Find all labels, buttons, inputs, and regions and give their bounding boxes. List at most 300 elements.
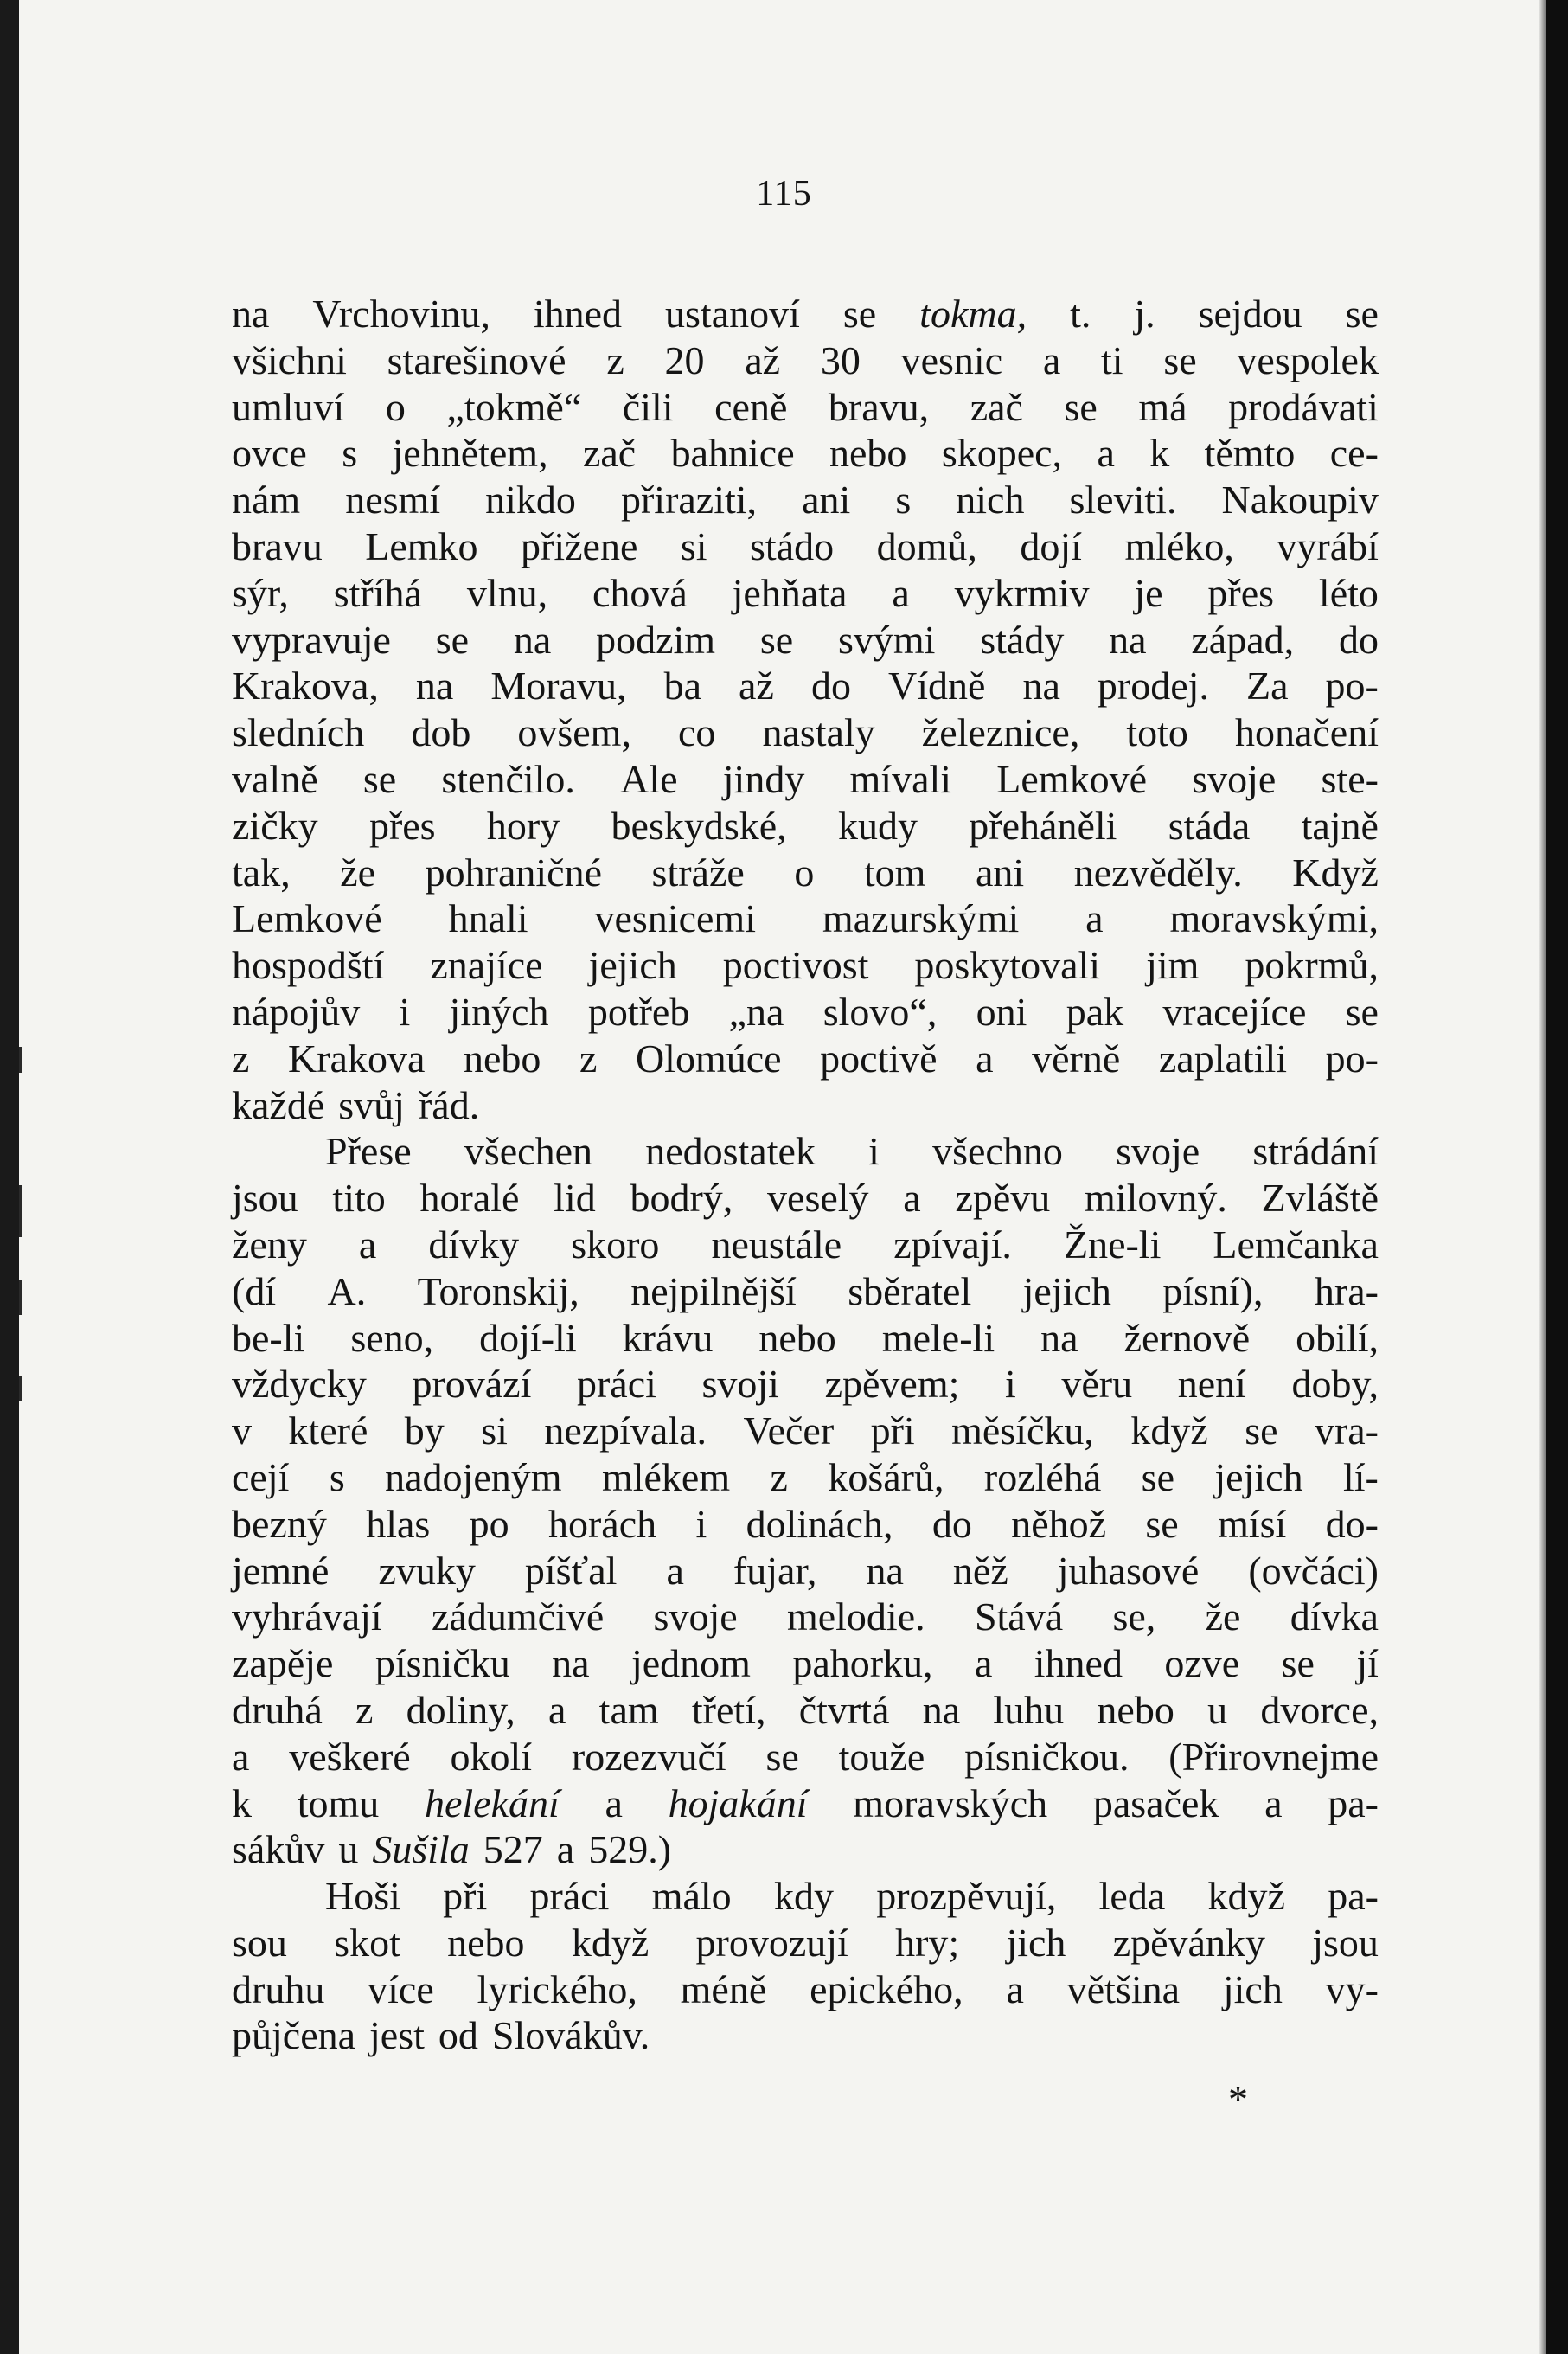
word: skopec,	[941, 431, 1063, 476]
text-line	[232, 850, 1379, 896]
word: ste-	[1321, 756, 1379, 801]
word: potřeb	[587, 989, 690, 1034]
word: s	[329, 1454, 345, 1499]
word: obilí,	[1296, 1315, 1379, 1360]
word: věrně	[1032, 1036, 1121, 1081]
word: horách	[547, 1501, 657, 1546]
word: jejich	[588, 943, 677, 988]
word: lí-	[1343, 1454, 1379, 1499]
word: zač	[970, 384, 1023, 429]
text-line	[232, 1501, 1379, 1548]
word: se	[1345, 292, 1379, 336]
word: sou	[232, 1920, 287, 1965]
word: práci	[576, 1362, 656, 1407]
text-line	[232, 1780, 1379, 1827]
word: vesnic	[900, 337, 1003, 382]
word: třetí,	[691, 1687, 766, 1732]
word: 20	[664, 337, 705, 382]
word: 529.)	[588, 1827, 672, 1872]
text-line	[232, 291, 1379, 337]
word: poctivost	[722, 943, 869, 988]
scan-right-edge	[1546, 0, 1568, 2354]
word: pa-	[1328, 1780, 1379, 1825]
word: málo	[651, 1874, 732, 1919]
word: beskydské,	[611, 803, 787, 848]
text-line	[232, 1548, 1379, 1594]
word: do	[931, 1501, 972, 1546]
margin-mark	[19, 1376, 22, 1401]
word: Lemkové	[996, 756, 1147, 801]
word: do-	[1325, 1501, 1379, 1546]
word: se	[1345, 989, 1379, 1034]
word: vespolek	[1237, 337, 1379, 382]
word: na	[415, 664, 454, 709]
word: bodrý,	[630, 1176, 733, 1221]
word: krávu	[622, 1315, 714, 1360]
word: se	[1141, 1454, 1174, 1499]
word: 30	[820, 337, 861, 382]
word: stádo	[750, 523, 835, 568]
word: a	[1006, 1966, 1024, 2011]
word: nastaly	[762, 710, 875, 755]
word: cejí	[232, 1454, 290, 1499]
word: na	[232, 292, 270, 336]
text-line	[232, 337, 1379, 384]
word: při	[443, 1874, 488, 1919]
word: svůj	[338, 1082, 405, 1127]
word: půjčena	[232, 2013, 356, 2058]
word: košárů,	[828, 1454, 944, 1499]
word: a	[358, 1222, 377, 1267]
word: fujar,	[733, 1548, 817, 1593]
word: a	[892, 570, 910, 615]
word: co	[678, 710, 716, 755]
word: na	[866, 1548, 904, 1593]
word: jindy	[722, 756, 805, 801]
word: a	[1042, 337, 1061, 382]
word: starešinové	[387, 337, 566, 382]
word: v	[232, 1408, 252, 1453]
word: nesmí	[345, 478, 441, 523]
word: věru	[1061, 1362, 1133, 1407]
word: vykrmiv	[954, 570, 1090, 615]
word: zádumčivé	[432, 1594, 605, 1639]
word: se	[1163, 337, 1197, 382]
word: zičky	[232, 803, 318, 848]
word: se	[759, 617, 794, 662]
page-number: 115	[756, 174, 812, 214]
word: tom	[863, 850, 926, 895]
text-line	[232, 1920, 1379, 1966]
word: pahorku,	[792, 1641, 933, 1686]
word: žernově	[1123, 1315, 1251, 1360]
text-line	[232, 1687, 1379, 1734]
word: nezpívala.	[544, 1408, 707, 1453]
word: slovo“,	[822, 989, 938, 1034]
word: píšťal	[524, 1548, 618, 1593]
word: jsou	[1312, 1920, 1379, 1965]
word: písničkou.	[964, 1734, 1130, 1779]
word: jich	[1222, 1966, 1283, 2011]
word: „na	[728, 989, 784, 1034]
word: chová	[592, 570, 688, 615]
word: vždycky	[232, 1362, 367, 1407]
word: neustále	[711, 1222, 842, 1267]
word: k	[1149, 431, 1170, 476]
word: ani	[802, 478, 851, 523]
word: o	[794, 850, 815, 895]
word: mele-li	[881, 1315, 995, 1360]
word: se	[1145, 1501, 1179, 1546]
text-line	[232, 617, 1379, 664]
word: u	[1207, 1687, 1228, 1732]
text-line	[232, 1268, 1379, 1315]
word: a	[556, 1827, 575, 1872]
word: o	[385, 384, 406, 429]
word: sledních	[232, 710, 365, 755]
word: měsíčku,	[951, 1408, 1094, 1453]
word: na	[552, 1641, 590, 1686]
word: druhu	[232, 1966, 325, 2011]
word: 527	[483, 1827, 543, 1872]
word: nebo	[1097, 1687, 1174, 1732]
word: stáda	[1168, 803, 1251, 848]
word: jejich	[1214, 1454, 1303, 1499]
word: ti	[1101, 337, 1123, 382]
word: nich	[956, 478, 1025, 523]
word: všechno	[932, 1129, 1063, 1174]
word: Stává	[974, 1594, 1064, 1639]
word: ce-	[1329, 431, 1379, 476]
word: domů,	[876, 523, 977, 568]
word: svými	[837, 617, 936, 662]
word: hlas	[366, 1501, 431, 1546]
word: zvuky	[378, 1548, 476, 1593]
text-line	[232, 1082, 1379, 1129]
word: (dí	[232, 1268, 277, 1313]
text-line	[232, 1454, 1379, 1501]
word: se	[435, 617, 470, 662]
word: ihned	[1034, 1641, 1123, 1686]
word: jehnětem,	[392, 431, 548, 476]
word: umluví	[232, 384, 345, 429]
word: se,	[1112, 1594, 1156, 1639]
text-line	[232, 756, 1379, 803]
word: Přese	[325, 1129, 412, 1174]
word: tak,	[232, 850, 291, 895]
word: nikdo	[485, 478, 576, 523]
body-text	[232, 291, 1379, 2059]
word: z	[232, 1036, 250, 1081]
word: z	[579, 1036, 598, 1081]
word: že	[340, 850, 376, 895]
word: písní),	[1162, 1268, 1264, 1313]
word: Ale	[620, 756, 678, 801]
word: mazurskými	[822, 896, 1020, 941]
word: znajíce	[430, 943, 543, 988]
word: nápojův	[232, 989, 361, 1034]
word: tokma,	[919, 292, 1027, 336]
word: bravu	[232, 523, 323, 568]
word: mléko,	[1124, 523, 1234, 568]
word: tajně	[1301, 803, 1379, 848]
text-line	[232, 477, 1379, 523]
word: Vídně	[887, 664, 986, 709]
word: tam	[598, 1687, 659, 1732]
text-line	[232, 895, 1379, 942]
word: lyrického,	[477, 1966, 637, 2011]
word: Slovákův.	[491, 2013, 650, 2058]
word: Moravu,	[490, 664, 627, 709]
word: sleviti.	[1069, 478, 1177, 523]
word: přes	[1207, 570, 1275, 615]
word: Toronskij,	[417, 1268, 579, 1313]
word: vy-	[1325, 1966, 1379, 2011]
word: železnice,	[921, 710, 1080, 755]
word: ihned	[533, 292, 623, 336]
word: prozpěvují,	[876, 1874, 1057, 1919]
word: hry;	[895, 1920, 960, 1965]
text-line	[232, 1826, 1379, 1873]
margin-mark	[19, 1047, 22, 1073]
word: když	[1207, 1874, 1285, 1919]
word: ozve	[1164, 1641, 1240, 1686]
word: do	[810, 664, 851, 709]
word: Večer	[743, 1408, 835, 1453]
word: ovce	[232, 431, 307, 476]
word: si	[481, 1408, 508, 1453]
word: se	[765, 1734, 799, 1779]
word: pohraničné	[425, 850, 602, 895]
word: a	[666, 1548, 684, 1593]
word: (Přirovnejme	[1168, 1734, 1379, 1779]
word: i	[695, 1501, 707, 1546]
word: Lemčanka	[1213, 1222, 1379, 1267]
word: dívka	[1290, 1594, 1379, 1639]
word: dob	[411, 710, 471, 755]
text-line	[232, 570, 1379, 617]
word: Sušila	[372, 1827, 470, 1872]
word: provází	[412, 1362, 532, 1407]
word: méně	[680, 1966, 767, 2011]
word: oni	[976, 989, 1027, 1034]
word: až	[745, 337, 781, 382]
word: písničku	[374, 1641, 510, 1686]
word: i	[399, 989, 411, 1034]
word: kdy	[773, 1874, 834, 1919]
word: na	[922, 1687, 961, 1732]
word: s	[342, 431, 358, 476]
text-line	[232, 1036, 1379, 1082]
word: druhá	[232, 1687, 323, 1732]
word: ani	[976, 850, 1025, 895]
word: je	[1134, 570, 1163, 615]
word: jsou	[232, 1176, 298, 1221]
word: zpěvánky	[1112, 1920, 1265, 1965]
word: k	[232, 1780, 252, 1825]
text-line	[232, 1408, 1379, 1454]
word: přiraziti,	[620, 478, 758, 523]
section-end-asterisk: *	[1228, 2077, 1248, 2121]
word: pak	[1066, 989, 1124, 1034]
word: přižene	[521, 523, 638, 568]
word: práci	[529, 1874, 610, 1919]
text-line	[232, 942, 1379, 989]
word: zpěvem;	[824, 1362, 960, 1407]
word: se	[362, 756, 397, 801]
word: valně	[232, 756, 318, 801]
word: tito	[332, 1176, 386, 1221]
word: prodej.	[1097, 664, 1209, 709]
word: sýr,	[232, 570, 289, 615]
word: zaplatili	[1158, 1036, 1288, 1081]
text-line	[232, 1873, 1379, 1920]
word: až	[739, 664, 774, 709]
word: skoro	[571, 1222, 660, 1267]
word: nedostatek	[645, 1129, 816, 1174]
word: rozléhá	[983, 1454, 1102, 1499]
word: dojí-li	[479, 1315, 577, 1360]
text-line	[232, 1175, 1379, 1222]
word: hra-	[1314, 1268, 1379, 1313]
word: vracejíce	[1162, 989, 1307, 1034]
word: Za	[1245, 664, 1289, 709]
margin-mark	[19, 1280, 22, 1315]
text-line	[232, 803, 1379, 850]
word: a	[976, 1036, 994, 1081]
word: zapěje	[232, 1641, 334, 1686]
word: jemné	[232, 1548, 330, 1593]
word: honačení	[1234, 710, 1379, 755]
word: má	[1138, 384, 1187, 429]
word: těmto	[1204, 431, 1296, 476]
word: nebo	[447, 1920, 525, 1965]
word: všichni	[232, 337, 347, 382]
word: nebo	[829, 431, 907, 476]
text-line	[232, 384, 1379, 431]
word: okolí	[450, 1734, 533, 1779]
word: Žne-li	[1063, 1222, 1162, 1267]
word: dolinách,	[746, 1501, 893, 1546]
word: při	[870, 1408, 915, 1453]
word: stříhá	[333, 570, 422, 615]
word: čtvrtá	[798, 1687, 890, 1732]
word: melodie.	[786, 1594, 925, 1639]
word: ženy	[232, 1222, 307, 1267]
word: bahnice	[670, 431, 795, 476]
word: rozezvučí	[571, 1734, 726, 1779]
word: seno,	[350, 1315, 434, 1360]
word: ovšem,	[517, 710, 631, 755]
word: nadojeným	[385, 1454, 562, 1499]
word: stráže	[651, 850, 745, 895]
word: doby,	[1291, 1362, 1379, 1407]
word: horalé	[419, 1176, 520, 1221]
word: nezvěděly.	[1073, 850, 1243, 895]
word: „tokmě“	[446, 384, 582, 429]
word: mlékem	[601, 1454, 731, 1499]
word: dojí	[1020, 523, 1082, 568]
word: helekání	[424, 1780, 560, 1825]
word: jest	[369, 2013, 425, 2058]
word: milovný.	[1085, 1176, 1227, 1221]
word: (ovčáci)	[1248, 1548, 1379, 1593]
word: doliny,	[406, 1687, 515, 1732]
word: se	[1245, 1408, 1278, 1453]
word: se	[1064, 384, 1098, 429]
word: poctivě	[820, 1036, 938, 1081]
word: kudy	[837, 803, 918, 848]
word: a	[548, 1687, 566, 1732]
word: si	[680, 523, 707, 568]
word: prodávati	[1228, 384, 1379, 429]
text-line	[232, 430, 1379, 477]
word: zpívají.	[893, 1222, 1012, 1267]
word: ustanoví	[665, 292, 800, 336]
text-line	[232, 989, 1379, 1036]
word: veškeré	[289, 1734, 411, 1779]
word: každé	[232, 1082, 325, 1127]
word: svoje	[1192, 756, 1277, 801]
word: Hoši	[325, 1874, 400, 1919]
word: z	[770, 1454, 788, 1499]
word: leda	[1098, 1874, 1166, 1919]
word: z	[606, 337, 624, 382]
word: dívky	[428, 1222, 520, 1267]
scan-right-edge-shadow	[1539, 0, 1546, 2354]
word: vra-	[1314, 1408, 1379, 1453]
word: svoji	[701, 1362, 779, 1407]
word: hnali	[448, 896, 528, 941]
word: Lemkové	[232, 896, 382, 941]
word: Když	[1292, 850, 1379, 895]
word: na	[513, 617, 552, 662]
word: skot	[334, 1920, 400, 1965]
word: podzim	[596, 617, 716, 662]
word: a	[903, 1176, 921, 1221]
word: poskytovali	[914, 943, 1101, 988]
word: ba	[663, 664, 701, 709]
word: a	[974, 1641, 993, 1686]
text-line	[232, 1361, 1379, 1408]
word: Lemko	[365, 523, 478, 568]
word: pasaček	[1092, 1780, 1219, 1825]
word: jiných	[449, 989, 549, 1034]
word: zpěvu	[955, 1176, 1051, 1221]
word: bezný	[232, 1501, 327, 1546]
word: vesnicemi	[594, 896, 756, 941]
word: řád.	[418, 1082, 480, 1127]
word: se	[1281, 1641, 1315, 1686]
word: přeháněli	[969, 803, 1117, 848]
word: jim	[1146, 943, 1200, 988]
word: které	[288, 1408, 368, 1453]
text-line	[232, 1594, 1379, 1640]
word: Zvláště	[1261, 1176, 1379, 1221]
word: a	[1085, 896, 1104, 941]
word: bravu,	[828, 384, 930, 429]
word: jejich	[1022, 1268, 1111, 1313]
word: svoje	[653, 1594, 738, 1639]
word: Krakova,	[232, 664, 379, 709]
word: juhasové	[1057, 1548, 1200, 1593]
word: i	[1004, 1362, 1016, 1407]
word: t.	[1070, 292, 1091, 336]
word: a	[232, 1734, 250, 1779]
word: sákův	[232, 1827, 325, 1872]
word: čili	[622, 384, 674, 429]
word: Nakoupiv	[1221, 478, 1379, 523]
